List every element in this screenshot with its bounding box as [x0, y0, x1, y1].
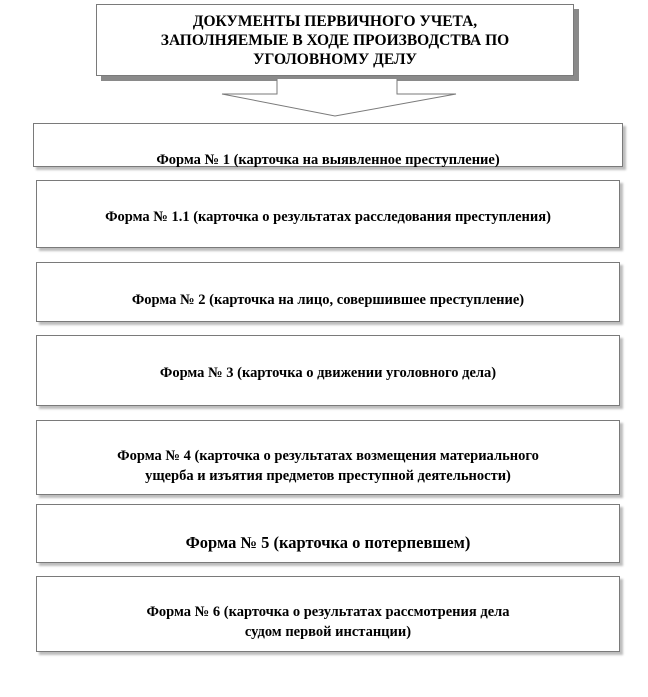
form-2-label: Форма № 2 (карточка на лицо, совершившее преступление): [131, 292, 525, 308]
form-3-label: Форма № 3 (карточка о движении уголовного дела): [159, 365, 497, 381]
form-4-label: Форма № 4 (карточка о результатах возмещения материального ущерба и изъятия предметов преступной деятельности): [117, 448, 539, 484]
form-5-label: Форма № 5 (карточка о потерпевшем): [185, 533, 471, 552]
form-1-1-box: [36, 180, 620, 248]
form-6-box: [36, 576, 620, 652]
form-1-1-label: Форма № 1.1 (карточка о результатах расследования преступления): [105, 209, 551, 225]
diagram-title: ДОКУМЕНТЫ ПЕРВИЧНОГО УЧЕТА, ЗАПОЛНЯЕМЫЕ В ХОДЕ ПРОИЗВОДСТВА ПО УГОЛОВНОМУ ДЕЛУ: [96, 4, 574, 76]
form-5-box: [36, 504, 620, 563]
form-3-box: [36, 335, 620, 406]
form-1-label: Форма № 1 (карточка на выявленное преступление): [156, 152, 500, 168]
form-4-box: [36, 420, 620, 495]
form-6-label: Форма № 6 (карточка о результатах рассмотрения дела судом первой инстанции): [146, 604, 510, 640]
form-1-box: [33, 123, 623, 167]
form-2-box: [36, 262, 620, 322]
block-arrow: [222, 79, 456, 116]
